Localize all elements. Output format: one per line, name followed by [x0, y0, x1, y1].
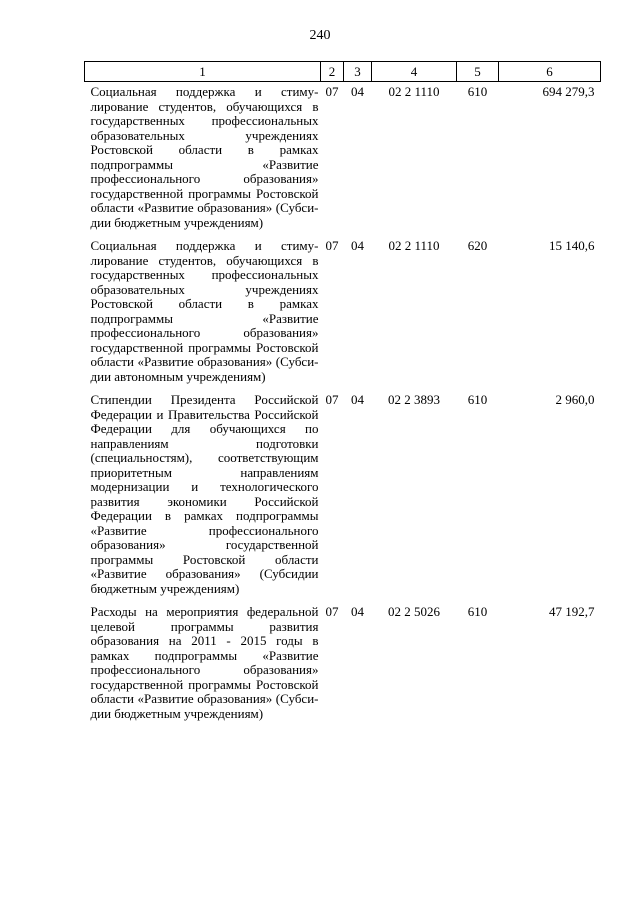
- row-section: 07: [325, 238, 339, 253]
- budget-table: [84, 61, 601, 727]
- row-section: 07: [325, 84, 339, 99]
- header-col-5: 5: [457, 62, 499, 82]
- table-row: [85, 236, 601, 390]
- row-amount: 15 140,6: [549, 238, 595, 253]
- row-expense-type: 610: [467, 392, 488, 407]
- row-description: Социальная поддержка и стимулирование студентов, обучающихся в государственных профессиональных образовательных учреждениях Ростовской области в рамках подпрограммы «Развитие профессионального образования» государственной программы Ростовской области «Развитие образования» (Субсидии автономным учреждениям): [90, 238, 319, 384]
- row-subsection: 04: [351, 238, 364, 253]
- header-col-3: 3: [344, 62, 372, 82]
- page-number: 240: [309, 28, 331, 43]
- table-row: [85, 82, 601, 237]
- row-description: Расходы на мероприятия федеральной целевой программы развития образования на 2011 - 2015 годы в рамках подпрограммы «Развитие профессионального образования» государственной программы Ростовской области «Развитие образования» (Субсидии бюджетным учреждениям): [90, 604, 319, 721]
- row-target-code: 02 2 5026: [388, 604, 440, 619]
- row-amount: 694 279,3: [542, 84, 595, 99]
- row-target-code: 02 2 1110: [388, 84, 440, 99]
- table-row: [85, 390, 601, 602]
- row-section: 07: [325, 604, 339, 619]
- row-amount: 47 192,7: [549, 604, 595, 619]
- row-subsection: 04: [351, 392, 364, 407]
- row-expense-type: 620: [467, 238, 488, 253]
- table-row: [85, 602, 601, 727]
- row-subsection: 04: [351, 604, 364, 619]
- row-description: Социальная поддержка и стимулирование студентов, обучающихся в государственных профессиональных образовательных учреждениях Ростовской области в рамках подпрограммы «Развитие профессионального образования» государственной программы Ростовской области «Развитие образования» (Субсидии бюджетным учреждениям): [90, 84, 319, 230]
- header-col-6: 6: [499, 62, 601, 82]
- row-target-code: 02 2 1110: [388, 238, 440, 253]
- row-section: 07: [325, 392, 339, 407]
- row-amount: 2 960,0: [555, 392, 595, 407]
- header-col-4: 4: [372, 62, 457, 82]
- row-subsection: 04: [351, 84, 364, 99]
- header-col-1: 1: [85, 62, 321, 82]
- header-col-2: 2: [321, 62, 344, 82]
- row-expense-type: 610: [467, 604, 488, 619]
- row-expense-type: 610: [467, 84, 488, 99]
- header-row: [85, 62, 601, 82]
- row-description: Стипендии Президента Российской Федерации и Правительства Российской Федерации для обучающихся по направлениям подготовки (специальностям), соответствующим приоритетным направлениям модернизации и технологического развития экономики Российской Федерации в рамках подпрограммы «Развитие профессионального образования» государственной программы Ростовской области «Развитие образования» (Субсидии бюджетным учреждениям): [90, 392, 319, 596]
- row-target-code: 02 2 3893: [388, 392, 440, 407]
